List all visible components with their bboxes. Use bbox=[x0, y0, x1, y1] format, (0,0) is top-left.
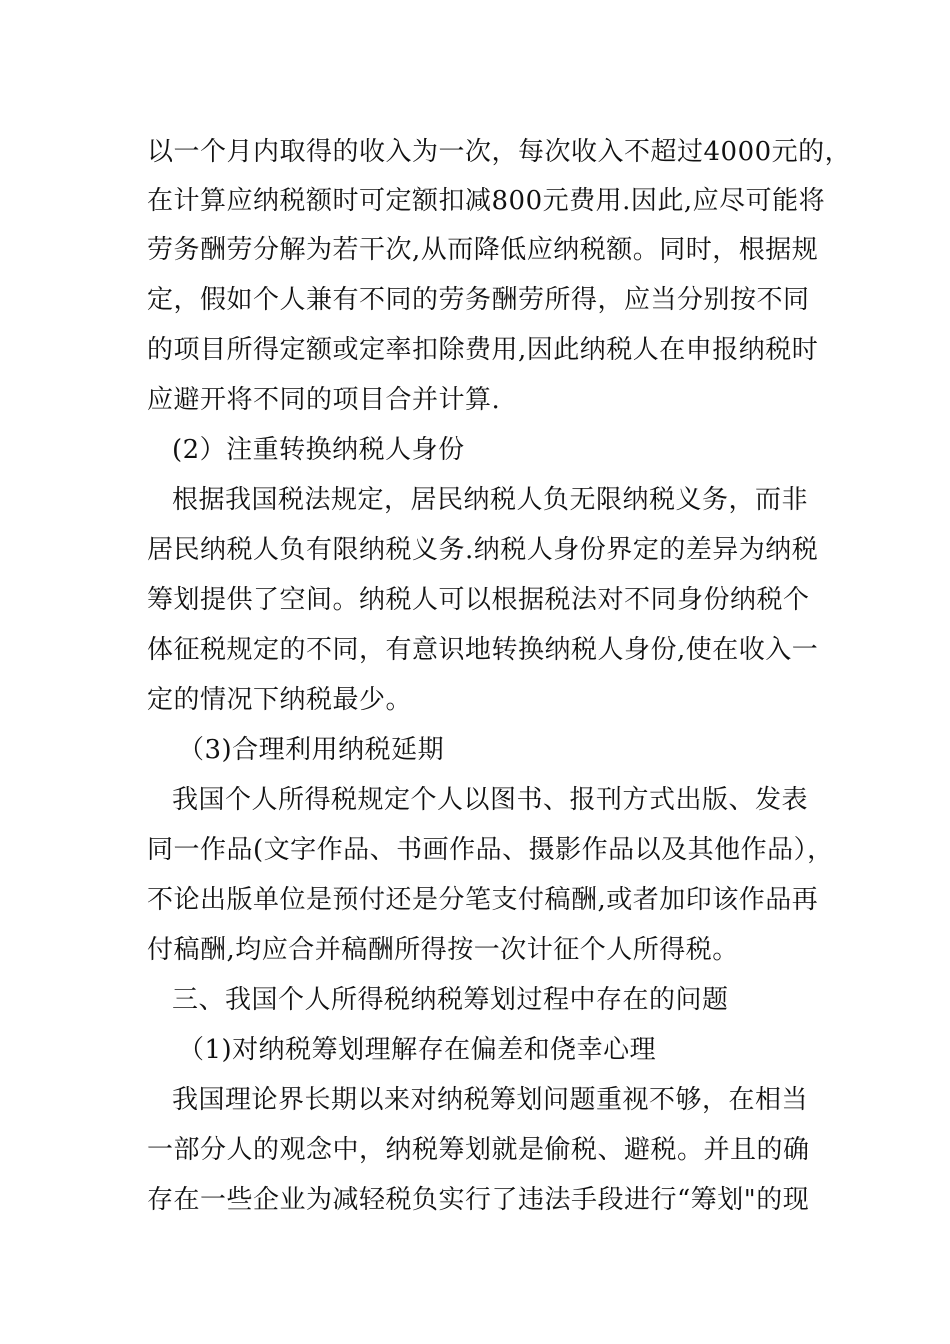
paragraph-line: 不论出版单位是预付还是分笔支付稿酬,或者加印该作品再 bbox=[147, 885, 819, 915]
paragraph-line: 应避开将不同的项目合并计算. bbox=[147, 385, 501, 415]
paragraph-line: 筹划提供了空间。纳税人可以根据税法对不同身份纳税个 bbox=[147, 585, 810, 615]
paragraph-line: 存在一些企业为减轻税负实行了违法手段进行“筹划"的现 bbox=[147, 1185, 810, 1215]
section-heading: (2）注重转换纳税人身份 bbox=[172, 435, 465, 465]
paragraph-line: 付稿酬,均应合并稿酬所得按一次计征个人所得税。 bbox=[147, 935, 739, 965]
chapter-heading: 三、我国个人所得税纳税筹划过程中存在的问题 bbox=[172, 985, 729, 1015]
section-heading: （3)合理利用纳税延期 bbox=[178, 735, 445, 765]
paragraph-line: 在计算应纳税额时可定额扣减800元费用.因此,应尽可能将 bbox=[147, 186, 826, 216]
paragraph-line: 一部分人的观念中，纳税筹划就是偷税、避税。并且的确 bbox=[147, 1135, 810, 1165]
paragraph-line: 居民纳税人负有限纳税义务.纳税人身份界定的差异为纳税 bbox=[147, 535, 819, 565]
paragraph-line: 定，假如个人兼有不同的劳务酬劳所得，应当分别按不同 bbox=[147, 285, 810, 315]
paragraph-line: 我国个人所得税规定个人以图书、报刊方式出版、发表 bbox=[172, 785, 809, 815]
paragraph-line: 根据我国税法规定，居民纳税人负无限纳税义务，而非 bbox=[172, 485, 809, 515]
paragraph-line: 劳务酬劳分解为若干次,从而降低应纳税额。同时，根据规 bbox=[147, 235, 819, 265]
paragraph-line: 定的情况下纳税最少。 bbox=[147, 685, 413, 715]
paragraph-line: 体征税规定的不同，有意识地转换纳税人身份,使在收入一 bbox=[147, 635, 819, 665]
paragraph-line: 我国理论界长期以来对纳税筹划问题重视不够，在相当 bbox=[172, 1085, 809, 1115]
paragraph-line: 同一作品(文字作品、书画作品、摄影作品以及其他作品）， bbox=[147, 835, 834, 865]
paragraph-line: 以一个月内取得的收入为一次，每次收入不超过4000元的， bbox=[147, 137, 852, 167]
section-heading: （1)对纳税筹划理解存在偏差和侥幸心理 bbox=[178, 1035, 657, 1065]
paragraph-line: 的项目所得定额或定率扣除费用,因此纳税人在申报纳税时 bbox=[147, 335, 819, 365]
